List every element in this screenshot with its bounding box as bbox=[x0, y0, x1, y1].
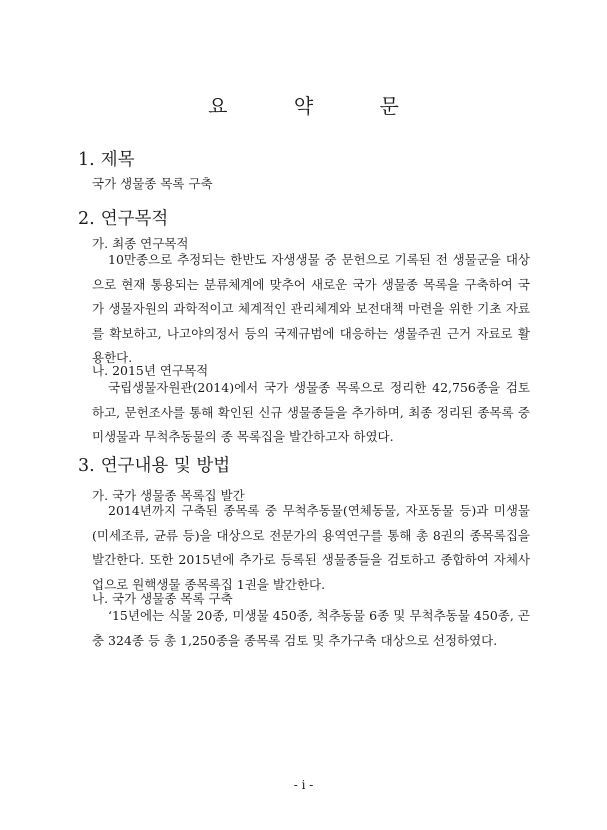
subsection-number: 가. bbox=[92, 488, 109, 503]
section-number: 3. bbox=[78, 456, 95, 476]
subsection-title: 2015년 연구목적 bbox=[112, 363, 209, 378]
subsection-number: 가. bbox=[92, 236, 109, 251]
subsection-number: 나. bbox=[92, 591, 109, 606]
subsection-number: 나. bbox=[92, 363, 109, 378]
paragraph-3a: 2014년까지 구축된 종목록 중 무척추동물(연체동물, 자포동물 등)과 미생물(미세조류, 균류 등)을 대상으로 전문가의 용역연구를 통해 총 8권의 종목록집을 발간한다. 또한 2015년에 추가로 등록된 생물종들을 검토하고 종합하여 자체사업으로 원핵생물 종목록집 1권을 발간한다. bbox=[92, 503, 530, 592]
subsection-title: 국가 생물종 목록 구축 bbox=[112, 591, 233, 606]
section-title: 연구목적 bbox=[100, 209, 169, 229]
section-1-text: 국가 생물종 목록 구축 bbox=[92, 176, 213, 191]
subsection-title: 최종 연구목적 bbox=[112, 236, 189, 251]
subsection-title: 국가 생물종 목록집 발간 bbox=[112, 488, 245, 503]
section-heading-3 bbox=[78, 452, 230, 477]
section-heading-1 bbox=[78, 146, 135, 171]
paragraph-2b: 국립생물자원관(2014)에서 국가 생물종 목록으로 정리한 42,756종을 검토하고, 문헌조사를 통해 확인된 신규 생물종들을 추가하며, 최종 정리된 종목록 중 미생물과 무척추동물의 종 목록집을 발간하고자 하였다. bbox=[92, 380, 530, 445]
paragraph-3b: ‘15년에는 식물 20종, 미생물 450종, 척추동물 6종 및 무척추동물 450종, 곤충 324종 등 총 1,250종을 종목록 검토 및 추가구축 대상으로 선정하였다. bbox=[92, 608, 530, 648]
section-heading-2 bbox=[78, 205, 168, 230]
page-title: 요 약 문 bbox=[208, 94, 429, 118]
paragraph-2a: 10만종으로 추정되는 한반도 자생생물 중 문헌으로 기록된 전 생물군을 대상으로 현재 통용되는 분류체계에 맞추어 새로운 국가 생물종 목록을 구축하여 국가 생물자원의 과학적이고 체계적인 관리체계와 보전대책 마련을 위한 기초 자료를 확보하고, 나고야의정서 등의 국제규범에 대응하는 생물주권 근거 자료로 활용한다. bbox=[92, 252, 530, 366]
section-number: 1. bbox=[78, 150, 95, 170]
section-number: 2. bbox=[78, 209, 95, 229]
page-number: - i - bbox=[293, 778, 314, 792]
section-title: 제목 bbox=[100, 150, 135, 170]
section-title: 연구내용 및 방법 bbox=[100, 456, 231, 476]
